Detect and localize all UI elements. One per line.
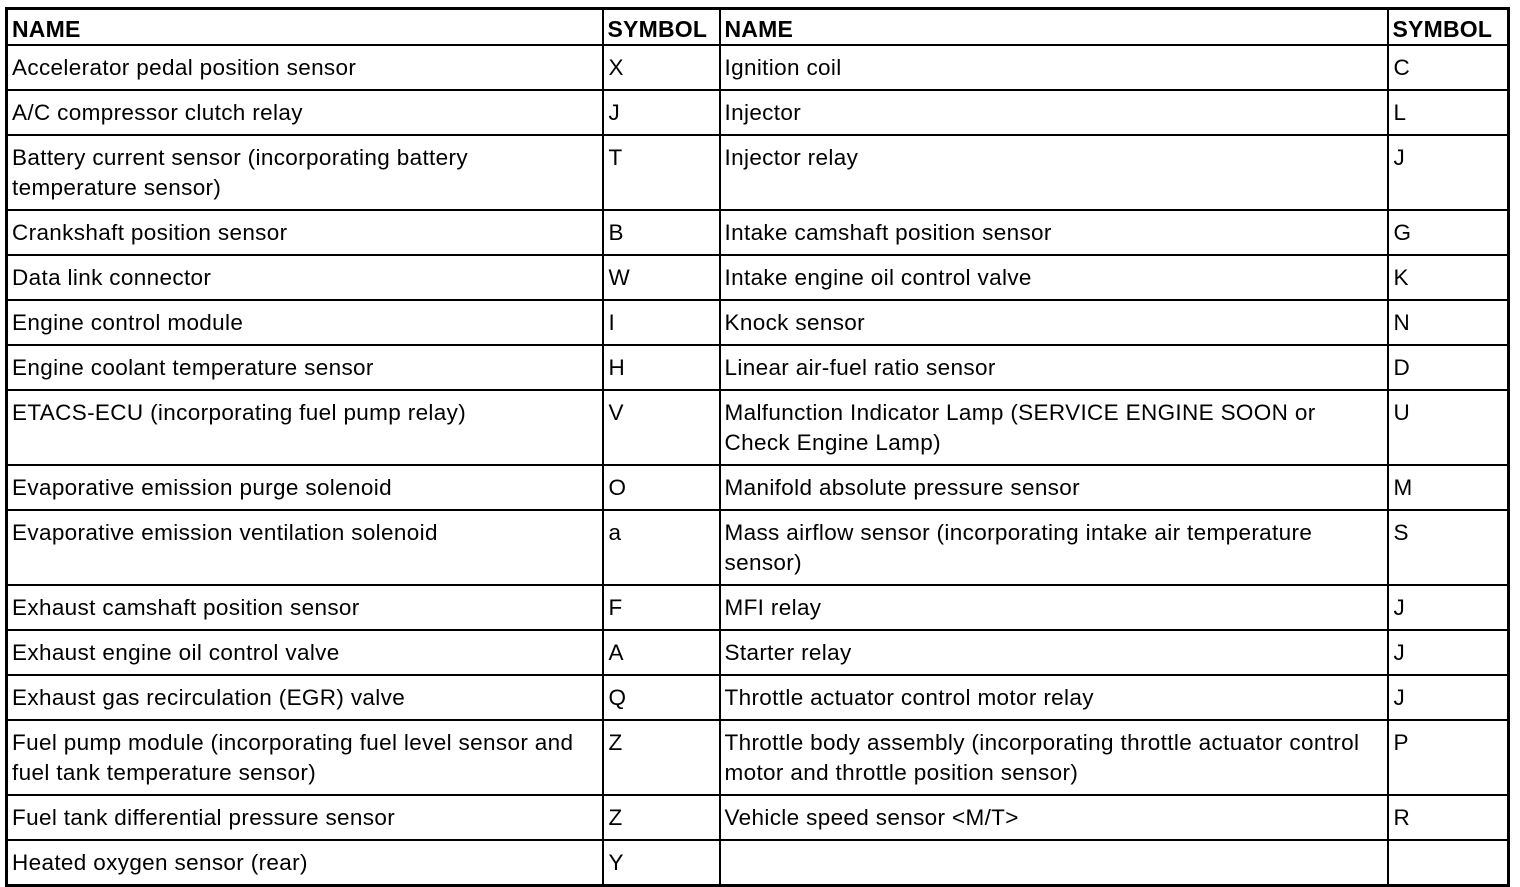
table-row	[7, 210, 1509, 255]
symbol-cell-left: O	[603, 465, 720, 510]
name-cell-left: Fuel tank differential pressure sensor	[7, 795, 603, 840]
table-row	[7, 840, 1509, 886]
symbol-cell-left: H	[603, 345, 720, 390]
symbol-cell-right: K	[1388, 255, 1509, 300]
name-cell-right: Starter relay	[720, 630, 1388, 675]
symbol-cell-right: G	[1388, 210, 1509, 255]
symbol-cell-left: W	[603, 255, 720, 300]
name-cell-left: ETACS-ECU (incorporating fuel pump relay)	[7, 390, 603, 465]
header-symbol-right: SYMBOL	[1388, 9, 1509, 46]
symbol-cell-right	[1388, 840, 1509, 886]
name-cell-right: Mass airflow sensor (incorporating intake air temperature sensor)	[720, 510, 1388, 585]
name-cell-right: Manifold absolute pressure sensor	[720, 465, 1388, 510]
name-cell-left: Exhaust gas recirculation (EGR) valve	[7, 675, 603, 720]
table-row	[7, 45, 1509, 90]
symbol-cell-left: T	[603, 135, 720, 210]
symbol-cell-left: I	[603, 300, 720, 345]
table-row	[7, 675, 1509, 720]
header-name-left: NAME	[7, 9, 603, 46]
symbol-cell-right: C	[1388, 45, 1509, 90]
name-cell-left: Exhaust engine oil control valve	[7, 630, 603, 675]
symbol-cell-left: V	[603, 390, 720, 465]
name-cell-left: A/C compressor clutch relay	[7, 90, 603, 135]
symbol-cell-left: Z	[603, 720, 720, 795]
name-cell-right: Vehicle speed sensor <M/T>	[720, 795, 1388, 840]
table-row	[7, 90, 1509, 135]
name-cell-right: Injector relay	[720, 135, 1388, 210]
symbol-cell-right: P	[1388, 720, 1509, 795]
table-row	[7, 345, 1509, 390]
header-symbol-left: SYMBOL	[603, 9, 720, 46]
symbol-cell-right: J	[1388, 585, 1509, 630]
symbol-cell-left: Z	[603, 795, 720, 840]
name-cell-right: Intake camshaft position sensor	[720, 210, 1388, 255]
table-row	[7, 390, 1509, 465]
name-cell-right: Malfunction Indicator Lamp (SERVICE ENGINE SOON or Check Engine Lamp)	[720, 390, 1388, 465]
parts-symbol-table	[5, 7, 1510, 887]
name-cell-left: Evaporative emission purge solenoid	[7, 465, 603, 510]
table-row	[7, 720, 1509, 795]
name-cell-right: Throttle actuator control motor relay	[720, 675, 1388, 720]
symbol-cell-left: A	[603, 630, 720, 675]
name-cell-left: Fuel pump module (incorporating fuel level sensor and fuel tank temperature sensor)	[7, 720, 603, 795]
name-cell-left: Heated oxygen sensor (rear)	[7, 840, 603, 886]
symbol-cell-right: N	[1388, 300, 1509, 345]
symbol-cell-right: D	[1388, 345, 1509, 390]
name-cell-left: Exhaust camshaft position sensor	[7, 585, 603, 630]
name-cell-right: MFI relay	[720, 585, 1388, 630]
symbol-cell-right: M	[1388, 465, 1509, 510]
name-cell-right	[720, 840, 1388, 886]
name-cell-right: Linear air-fuel ratio sensor	[720, 345, 1388, 390]
symbol-cell-left: Q	[603, 675, 720, 720]
name-cell-right: Throttle body assembly (incorporating throttle actuator control motor and throttle position sensor)	[720, 720, 1388, 795]
table-row	[7, 465, 1509, 510]
symbol-cell-right: J	[1388, 135, 1509, 210]
name-cell-right: Ignition coil	[720, 45, 1388, 90]
symbol-cell-left: a	[603, 510, 720, 585]
symbol-cell-right: L	[1388, 90, 1509, 135]
name-cell-left: Accelerator pedal position sensor	[7, 45, 603, 90]
table-body	[7, 45, 1509, 886]
symbol-cell-left: X	[603, 45, 720, 90]
symbol-cell-left: B	[603, 210, 720, 255]
symbol-cell-right: S	[1388, 510, 1509, 585]
name-cell-left: Data link connector	[7, 255, 603, 300]
table-row	[7, 300, 1509, 345]
name-cell-left: Battery current sensor (incorporating battery temperature sensor)	[7, 135, 603, 210]
table-row	[7, 135, 1509, 210]
symbol-cell-left: F	[603, 585, 720, 630]
symbol-cell-left: J	[603, 90, 720, 135]
table-row	[7, 795, 1509, 840]
name-cell-right: Injector	[720, 90, 1388, 135]
table-header-row	[7, 9, 1509, 46]
header-name-right: NAME	[720, 9, 1388, 46]
name-cell-right: Intake engine oil control valve	[720, 255, 1388, 300]
symbol-cell-right: U	[1388, 390, 1509, 465]
name-cell-left: Engine coolant temperature sensor	[7, 345, 603, 390]
name-cell-left: Engine control module	[7, 300, 603, 345]
table-row	[7, 255, 1509, 300]
symbol-cell-right: J	[1388, 675, 1509, 720]
name-cell-left: Crankshaft position sensor	[7, 210, 603, 255]
symbol-cell-right: R	[1388, 795, 1509, 840]
name-cell-right: Knock sensor	[720, 300, 1388, 345]
table-row	[7, 585, 1509, 630]
symbol-cell-left: Y	[603, 840, 720, 886]
table-row	[7, 510, 1509, 585]
name-cell-left: Evaporative emission ventilation solenoid	[7, 510, 603, 585]
symbol-cell-right: J	[1388, 630, 1509, 675]
table-row	[7, 630, 1509, 675]
